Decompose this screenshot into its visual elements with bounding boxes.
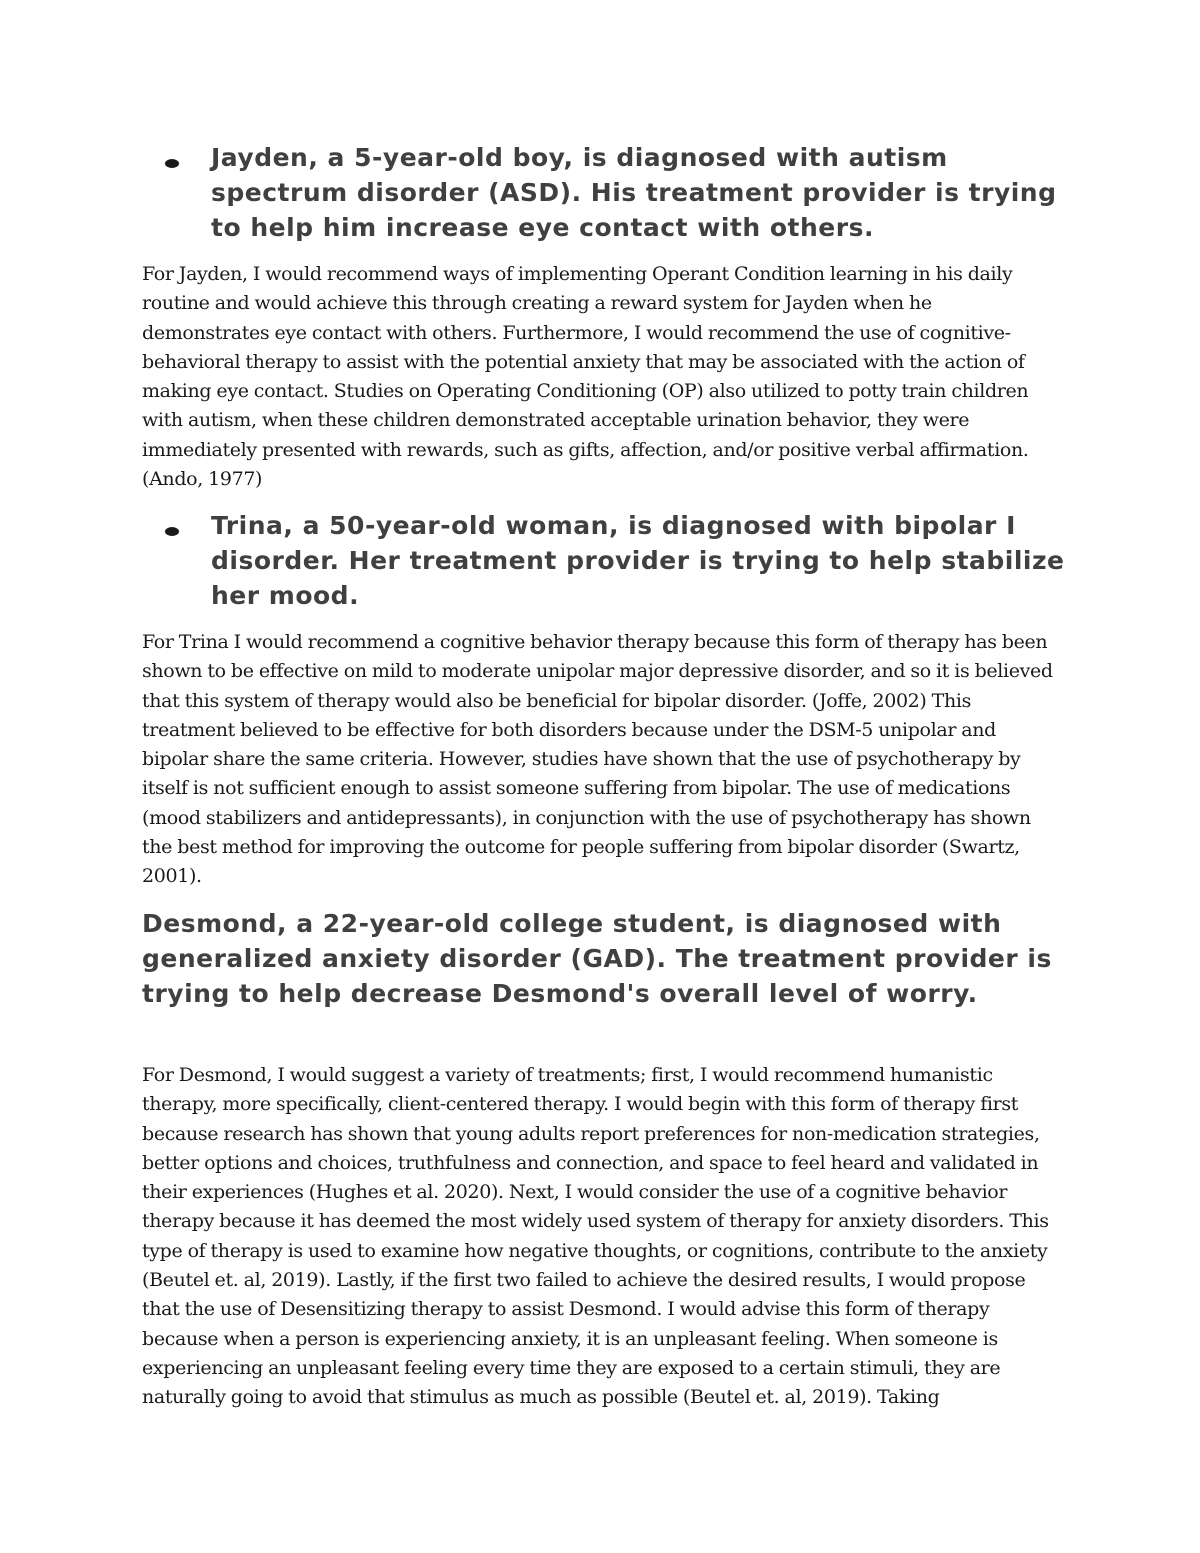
- case-response-paragraph: For Desmond, I would suggest a variety of treatments; first, I would recommend humanistic therapy, more specifically, client-centered therapy. I would begin with this form of therapy first because research has shown that young adults report preferences for non-medication strategies, better options and choices, truthfulness and connection, and space to feel heard and validated in their experiences (Hughes et al. 2020). Next, I would consider the use of a cognitive behavior therapy because it has deemed the most widely used system of therapy for anxiety disorders. This type of therapy is used to examine how negative thoughts, or cognitions, contribute to the anxiety (Beutel et. al, 2019). Lastly, if the first two failed to achieve the desired results, I would propose that the use of Desensitizing therapy to assist Desmond. I would advise this form of therapy because when a person is experiencing anxiety, it is an unpleasant feeling. When someone is experiencing an unpleasant feeling every time they are exposed to a certain stimuli, they are naturally going to avoid that stimulus as much as possible (Beutel et. al, 2019). Taking: [142, 1064, 1049, 1409]
- case-response-paragraph: For Jayden, I would recommend ways of implementing Operant Condition learning in his daily routine and would achieve this through creating a reward system for Jayden when he demonstrates eye contact with others. Furthermore, I would recommend the use of cognitive-behavioral therapy to assist with the potential anxiety that may be associated with the action of making eye contact. Studies on Operating Conditioning (OP) also utilized to potty train children with autism, when these children demonstrated acceptable urination behavior, they were immediately presented with rewards, such as gifts, affection, and/or positive verbal affirmation. (Ando, 1977): [142, 263, 1029, 491]
- case-heading: Jayden, a 5-year-old boy, is diagnosed with autism spectrum disorder (ASD). His treatment provider is trying to help him increase eye contact with others.: [211, 143, 1057, 242]
- bullet-icon: [165, 527, 179, 536]
- bullet-icon: [165, 159, 179, 168]
- case-response-paragraph: For Trina I would recommend a cognitive behavior therapy because this form of therapy has been shown to be effective on mild to moderate unipolar major depressive disorder, and so it is believed that this system of therapy would also be beneficial for bipolar disorder. (Joffe, 2002) This treatment believed to be effective for both disorders because under the DSM-5 unipolar and bipolar share the same criteria. However, studies have shown that the use of psychotherapy by itself is not sufficient enough to assist someone suffering from bipolar. The use of medications (mood stabilizers and antidepressants), in conjunction with the use of psychotherapy has shown the best method for improving the outcome for people suffering from bipolar disorder (Swartz, 2001).: [142, 631, 1053, 888]
- bullet-heading-jayden: [165, 140, 1065, 245]
- bullet-heading-trina: [165, 508, 1065, 613]
- case-heading: Trina, a 50-year-old woman, is diagnosed with bipolar I disorder. Her treatment provider is trying to help stabilize her mood.: [211, 511, 1065, 610]
- case-heading: Desmond, a 22-year-old college student, is diagnosed with generalized anxiety disorder (GAD). The treatment provider is trying to help decrease Desmond's overall level of worry.: [142, 909, 1052, 1008]
